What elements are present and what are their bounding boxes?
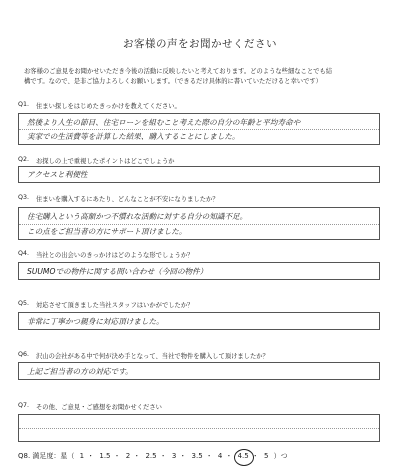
satisfaction-rating: Q8. 満足度：星（ 1 ・ 1.5 ・ 2 ・ 2.5 ・ 3 ・ 3.5 ・ 4 ・ 4.5 ・ 5 ）つ — [18, 452, 288, 460]
answer-box-6 — [18, 362, 380, 380]
handwritten-answer: 住宅購入という高額かつ不慣れな活動に対する自分の知識不足。 — [27, 212, 248, 221]
handwritten-answer: 非常に丁寧かつ親身に対応頂けました。 — [27, 317, 164, 326]
rating-option-2-5: 2.5 — [145, 452, 157, 460]
question-number: Q4. — [18, 250, 29, 257]
handwritten-answer: 然後より人生の節目、住宅ローンを組むこと考えた際の自分の年齢と平均寿命や — [27, 118, 301, 127]
question-text: 住まいを購入するにあたり、どんなことが不安になりましたか？ — [36, 196, 219, 203]
rating-option-3-5: 3.5 — [191, 452, 203, 460]
answer-box-3 — [18, 207, 380, 240]
question-number: Q7. — [18, 402, 29, 409]
rating-option-5: 5 — [263, 452, 269, 460]
question-number: Q1. — [18, 101, 29, 108]
question-text: 住まい探しをはじめたきっかけを教えてください。 — [36, 103, 181, 110]
answer-box-5 — [18, 312, 380, 330]
question-number: Q3. — [18, 194, 29, 201]
handwritten-answer: この点をご担当者の方にサポート頂けました。 — [27, 227, 187, 236]
question-text: 沢山の会社がある中で何が決め手となって、当社で物件を購入して頂けましたか？ — [36, 353, 269, 360]
question-number: Q2. — [18, 156, 29, 163]
rating-option-4: 4 — [217, 452, 223, 460]
page-title: お客様の声をお聞かせください — [123, 38, 277, 50]
question-text: その他、ご意見・ご感想をお聞かせください — [36, 404, 162, 411]
answer-box-7 — [18, 414, 380, 442]
question-text: 対応させて頂きました当社スタッフはいかがでしたか？ — [36, 302, 194, 309]
rating-option-3: 3 — [171, 452, 177, 460]
question-number: Q6. — [18, 351, 29, 358]
answer-box-1 — [18, 113, 380, 145]
intro-text: お客様のご意見をお聞かせいただき今後の活動に反映したいと考えております。どのような些細なことでも結 構です。なので、是非ご協力よろしくお願いします。（できるだけ具体的に書いていただけると幸いです） — [24, 68, 333, 85]
handwritten-answer: 上記ご担当者の方の対応です。 — [27, 367, 133, 376]
handwritten-answer: 実家での生活費等を計算した結果、購入することにしました。 — [27, 132, 240, 141]
handwritten-answer: SUUMOでの物件に関する問い合わせ（今回の物件） — [27, 267, 208, 276]
rating-option-4-5-selected: 4.5 — [237, 452, 249, 460]
question-text: 当社との出会いのきっかけはどのような形でしょうか？ — [36, 252, 194, 259]
rating-option-1-5: 1.5 — [99, 452, 111, 460]
rating-label: Q8. 満足度：星（ — [18, 452, 75, 460]
rating-option-1: 1 — [79, 452, 85, 460]
question-number: Q5. — [18, 300, 29, 307]
answer-box-4 — [18, 262, 380, 280]
handwritten-answer: アクセスと利便性 — [27, 170, 88, 179]
answer-box-2 — [18, 166, 380, 183]
question-text: お探しの上で重視したポイントはどこでしょうか — [36, 158, 175, 165]
rating-suffix: ）つ — [273, 452, 288, 460]
rating-option-2: 2 — [125, 452, 131, 460]
